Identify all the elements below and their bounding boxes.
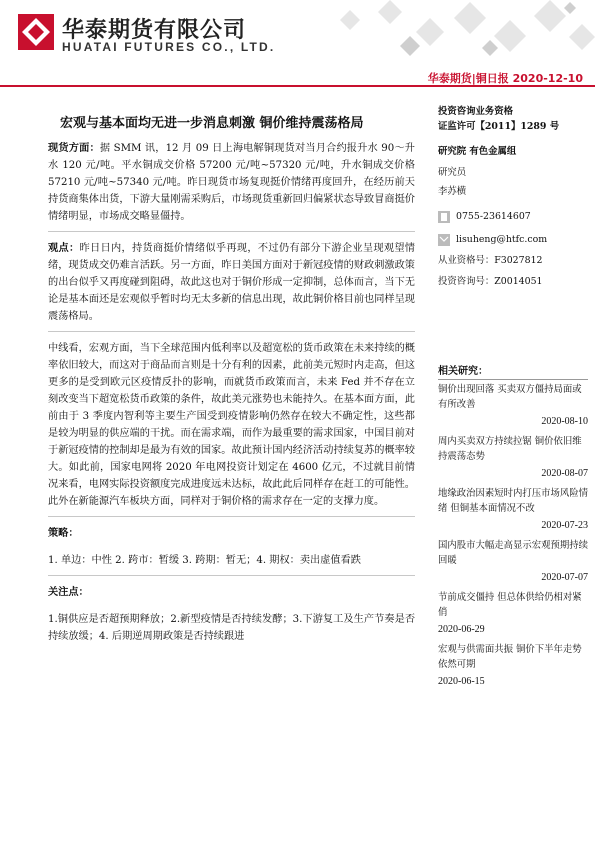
related-item-text: 宏观与供需面共振 铜价下半年走势依然可期 — [438, 644, 582, 670]
related-item-text: 节前成交僵持 但总体供给仍相对紧俏 — [438, 592, 582, 618]
related-item[interactable] — [438, 642, 588, 689]
related-research-title: 相关研究： — [438, 362, 588, 380]
report-tag: 华泰期货|铜日报 2020-12-10 — [427, 72, 583, 85]
related-item-text: 国内股市大幅走高显示宏观预期持续回暖 — [438, 540, 589, 566]
spot-paragraph — [48, 140, 415, 225]
spot-text: 据 SMM 讯，12 月 09 日上海电解铜现货对当月合约报升水 90～升水 120 元/吨。平水铜成交价格 57200 元/吨~57320 元/吨，升水铜成交价格 57210 元/吨~57340 元/吨。昨日现货市场复现挺价情绪再度回升，在经历前天持货商集体出货，下游大量刚需采购后，市场现货重新回归偏紧状态导致冒商挺价情绪明显，市场成交略显僵持。 — [48, 143, 415, 222]
midterm-paragraph: 中线看，宏观方面，当下全球范围内低利率以及超宽松的货币政策在未来持续的概率依旧较大，而这对于商品而言则是十分有利的因素，此前美元短时内走高，但这更多的是受到欧元区疫情反扑的影响，而就货币政策而言，未来 Fed 并不存在立刻改变当下超宽松货币政策的条件，故此美元涨势也未能持久。在基本面方面，此前由于 3 季度内智利等主要生产国受到疫情影响仍然存在较大不确定性，这些都是较为明显的供应端的干扰。而在需求端，而作为最重要的需求国家，中国目前对于新冠疫情的控制却是最为有效的国家。故此预计国内经济活动持续复苏的概率较大。如此前，国家电网将 2020 年电网投资计划定在 4600 亿元，不过就目前情况来看，电网实际投资额度完成进度远未达标，故此此后同样存在赶工的可能性。此外在新能源汽车板块方面，同样对于铜价格的需求存在一定的支撑力度。 — [48, 343, 415, 507]
related-item-text: 周内买卖双方持续拉锯 铜价依旧维持震荡态势 — [438, 436, 582, 462]
dept-label: 投资咨询业务资格 — [438, 106, 514, 117]
divider — [48, 331, 415, 332]
related-item[interactable] — [438, 590, 588, 637]
divider — [48, 575, 415, 576]
huatai-logo-icon — [18, 14, 54, 50]
main-content — [48, 140, 415, 645]
email-link[interactable]: lisuheng@htfc.com — [456, 234, 548, 245]
consult-number: 投资咨询号：Z0014051 — [438, 276, 543, 287]
company-name-en: HUATAI FUTURES CO., LTD. — [62, 40, 276, 54]
related-item-date: 2020-08-07 — [541, 468, 588, 479]
view-paragraph — [48, 240, 415, 325]
related-item[interactable] — [438, 382, 588, 429]
related-item-date: 2020-07-23 — [541, 520, 588, 531]
qualification-number: 从业资格号：F3027812 — [438, 255, 543, 266]
page-header — [0, 0, 595, 75]
view-text: 昨日日内，持货商挺价情绪似乎再现，不过仍有部分下游企业呈现观望情绪，现货成交仍难言活跃。另一方面，昨日美国方面对于新冠疫情的财政刺激政策的出台似乎又再度碰到阻碍，故此这也对于铜价形成一定抑制，总体而言，当下无论是基本面还是宏观似乎暂时均无太多新的信息出现，故此铜价格目前也同样呈现震荡格局。 — [48, 243, 415, 322]
related-item[interactable] — [438, 434, 588, 481]
related-item-date: 2020-06-15 — [438, 676, 485, 687]
related-item[interactable] — [438, 486, 588, 533]
related-item-date: 2020-06-29 — [438, 624, 485, 635]
email-row — [438, 232, 588, 247]
view-label: 观点： — [48, 242, 80, 254]
related-item-date: 2020-08-10 — [541, 416, 588, 427]
focus-text: 1.铜供应是否超预期释放；2.新型疫情是否持续发酵；3.下游复工及生产节奏是否持续放缓；4. 后期逆周期政策是否持续跟进 — [48, 614, 415, 642]
related-item-text: 地缘政治因素短时内打压市场风险情绪 但铜基本面情况不改 — [438, 488, 589, 514]
company-name-cn: 华泰期货有限公司 — [62, 18, 247, 43]
role-label: 研究员 — [438, 167, 467, 178]
related-item[interactable] — [438, 538, 588, 585]
researcher-name: 李苏横 — [438, 186, 467, 197]
related-item-date: 2020-07-07 — [541, 572, 588, 583]
license-label: 证监许可【2011】1289 号 — [438, 121, 560, 132]
institute-label: 研究院 有色金属组 — [438, 146, 517, 157]
phone-number: 0755-23614607 — [456, 211, 531, 222]
focus-label: 关注点： — [48, 586, 89, 598]
phone-row — [438, 209, 588, 224]
email-icon — [438, 234, 450, 246]
strategy-text: 1. 单边：中性 2. 跨市：暂缓 3. 跨期：暂无；4. 期权：卖出虚值看跌 — [48, 555, 361, 566]
strategy-label: 策略： — [48, 527, 79, 539]
spot-label: 现货方面： — [48, 142, 100, 154]
related-item-text: 铜价出现回落 买卖双方僵持局面或有所改善 — [438, 384, 582, 410]
diamond-pattern-icon — [330, 0, 595, 65]
header-divider — [0, 85, 595, 87]
divider — [48, 231, 415, 232]
analyst-sidebar — [438, 104, 588, 289]
report-title: 宏观与基本面均无进一步消息刺激 铜价维持震荡格局 — [60, 116, 364, 131]
divider — [48, 516, 415, 517]
phone-icon — [438, 211, 450, 223]
